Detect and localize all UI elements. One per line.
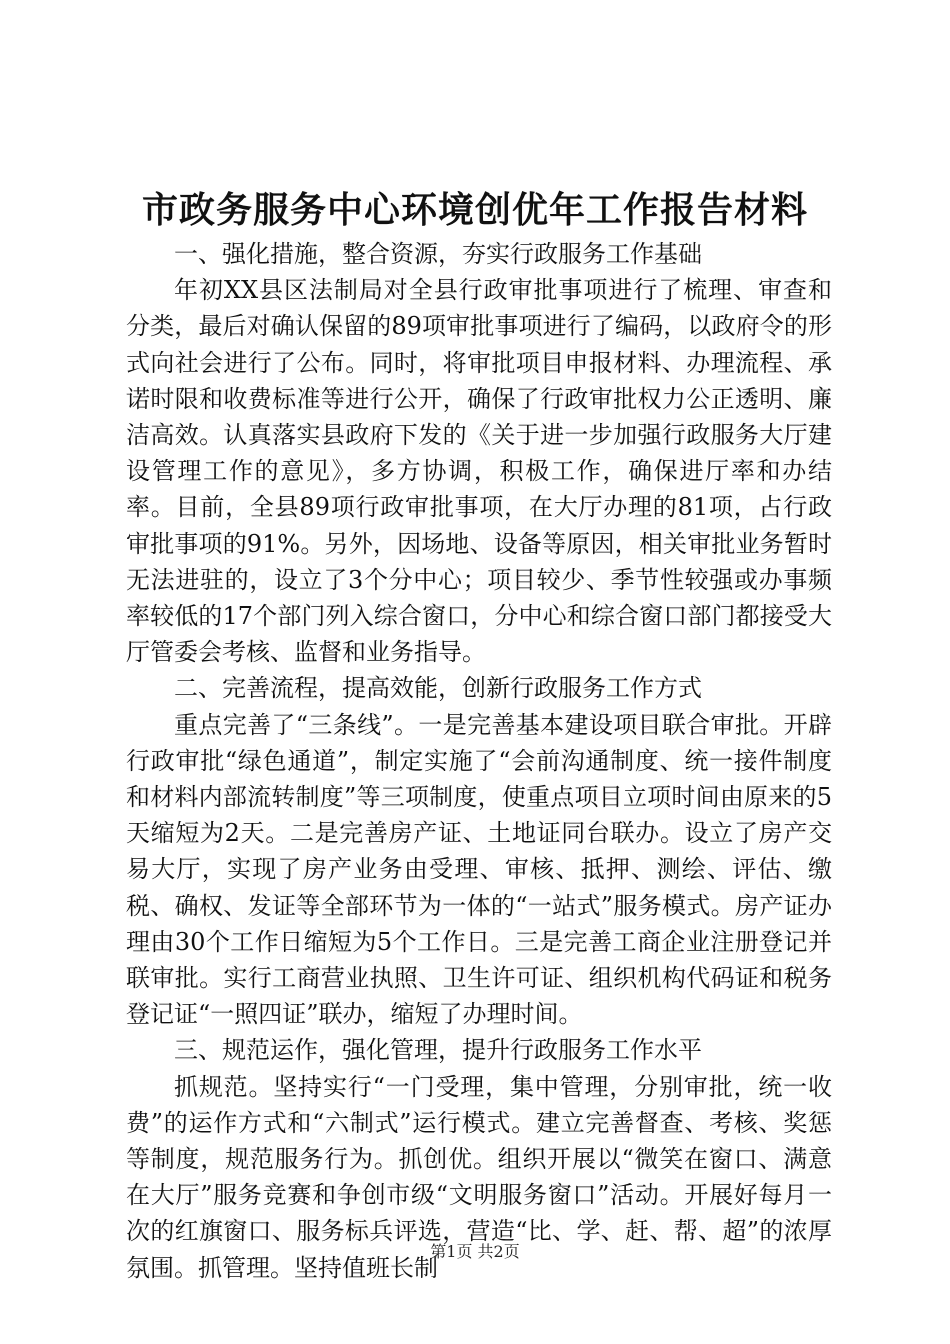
document-title: 市政务服务中心环境创优年工作报告材料 xyxy=(141,189,808,231)
body-paragraph-3: 抓规范。坚持实行“一门受理，集中管理，分别审批，统一收费”的运作方式和“六制式”运行模式。建立完善督查、考核、奖惩等制度，规范服务行为。抓创优。组织开展以“微笑在窗口、满意在大厅”服务竞赛和争创市级“文明服务窗口”活动。开展好每月一次的红旗窗口、服务标兵评选，营造“比、学、赶、帮、超”的浓厚氛围。抓管理。坚持值班长制 xyxy=(126,1072,832,1282)
section-heading-3: 三、规范运作，强化管理，提升行政服务工作水平 xyxy=(174,1036,702,1065)
body-paragraph-1: 年初XX县区法制局对全县行政审批事项进行了梳理、审查和分类，最后对确认保留的89项审批事项进行了编码，以政府令的形式向社会进行了公布。同时，将审批项目申报材料、办理流程、承诺时限和收费标准等进行公开，确保了行政审批权力公正透明、廉洁高效。认真落实县政府下发的《关于进一步加强行政服务大厅建设管理工作的意见》，多方协调，积极工作，确保进厅率和办结率。目前，全县89项行政审批事项，在大厅办理的81项，占行政审批事项的91%。另外，因场地、设备等原因，相关审批业务暂时无法进驻的，设立了3个分中心；项目较少、季节性较强或办事频率较低的17个部门列入综合窗口，分中心和综合窗口部门都接受大厅管委会考核、监督和业务指导。 xyxy=(126,276,832,667)
section-heading-1: 一、强化措施，整合资源，夯实行政服务工作基础 xyxy=(174,240,702,268)
section-heading-2: 二、完善流程，提高效能，创新行政服务工作方式 xyxy=(174,674,702,703)
document-body xyxy=(126,236,832,1286)
page-number-footer: 第1页 共2页 xyxy=(430,1242,520,1261)
body-paragraph-2: 重点完善了“三条线”。一是完善基本建设项目联合审批。开辟行政审批“绿色通道”，制定实施了“会前沟通制度、统一接件制度和材料内部流转制度”等三项制度，使重点项目立项时间由原来的5天缩短为2天。二是完善房产证、土地证同台联办。设立了房产交易大厅，实现了房产业务由受理、审核、抵押、测绘、评估、缴税、确权、发证等全部环节为一体的“一站式”服务模式。房产证办理由30个工作日缩短为5个工作日。三是完善工商企业注册登记并联审批。实行工商营业执照、卫生许可证、组织机构代码证和税务登记证“一照四证”联办，缩短了办理时间。 xyxy=(126,710,832,1029)
